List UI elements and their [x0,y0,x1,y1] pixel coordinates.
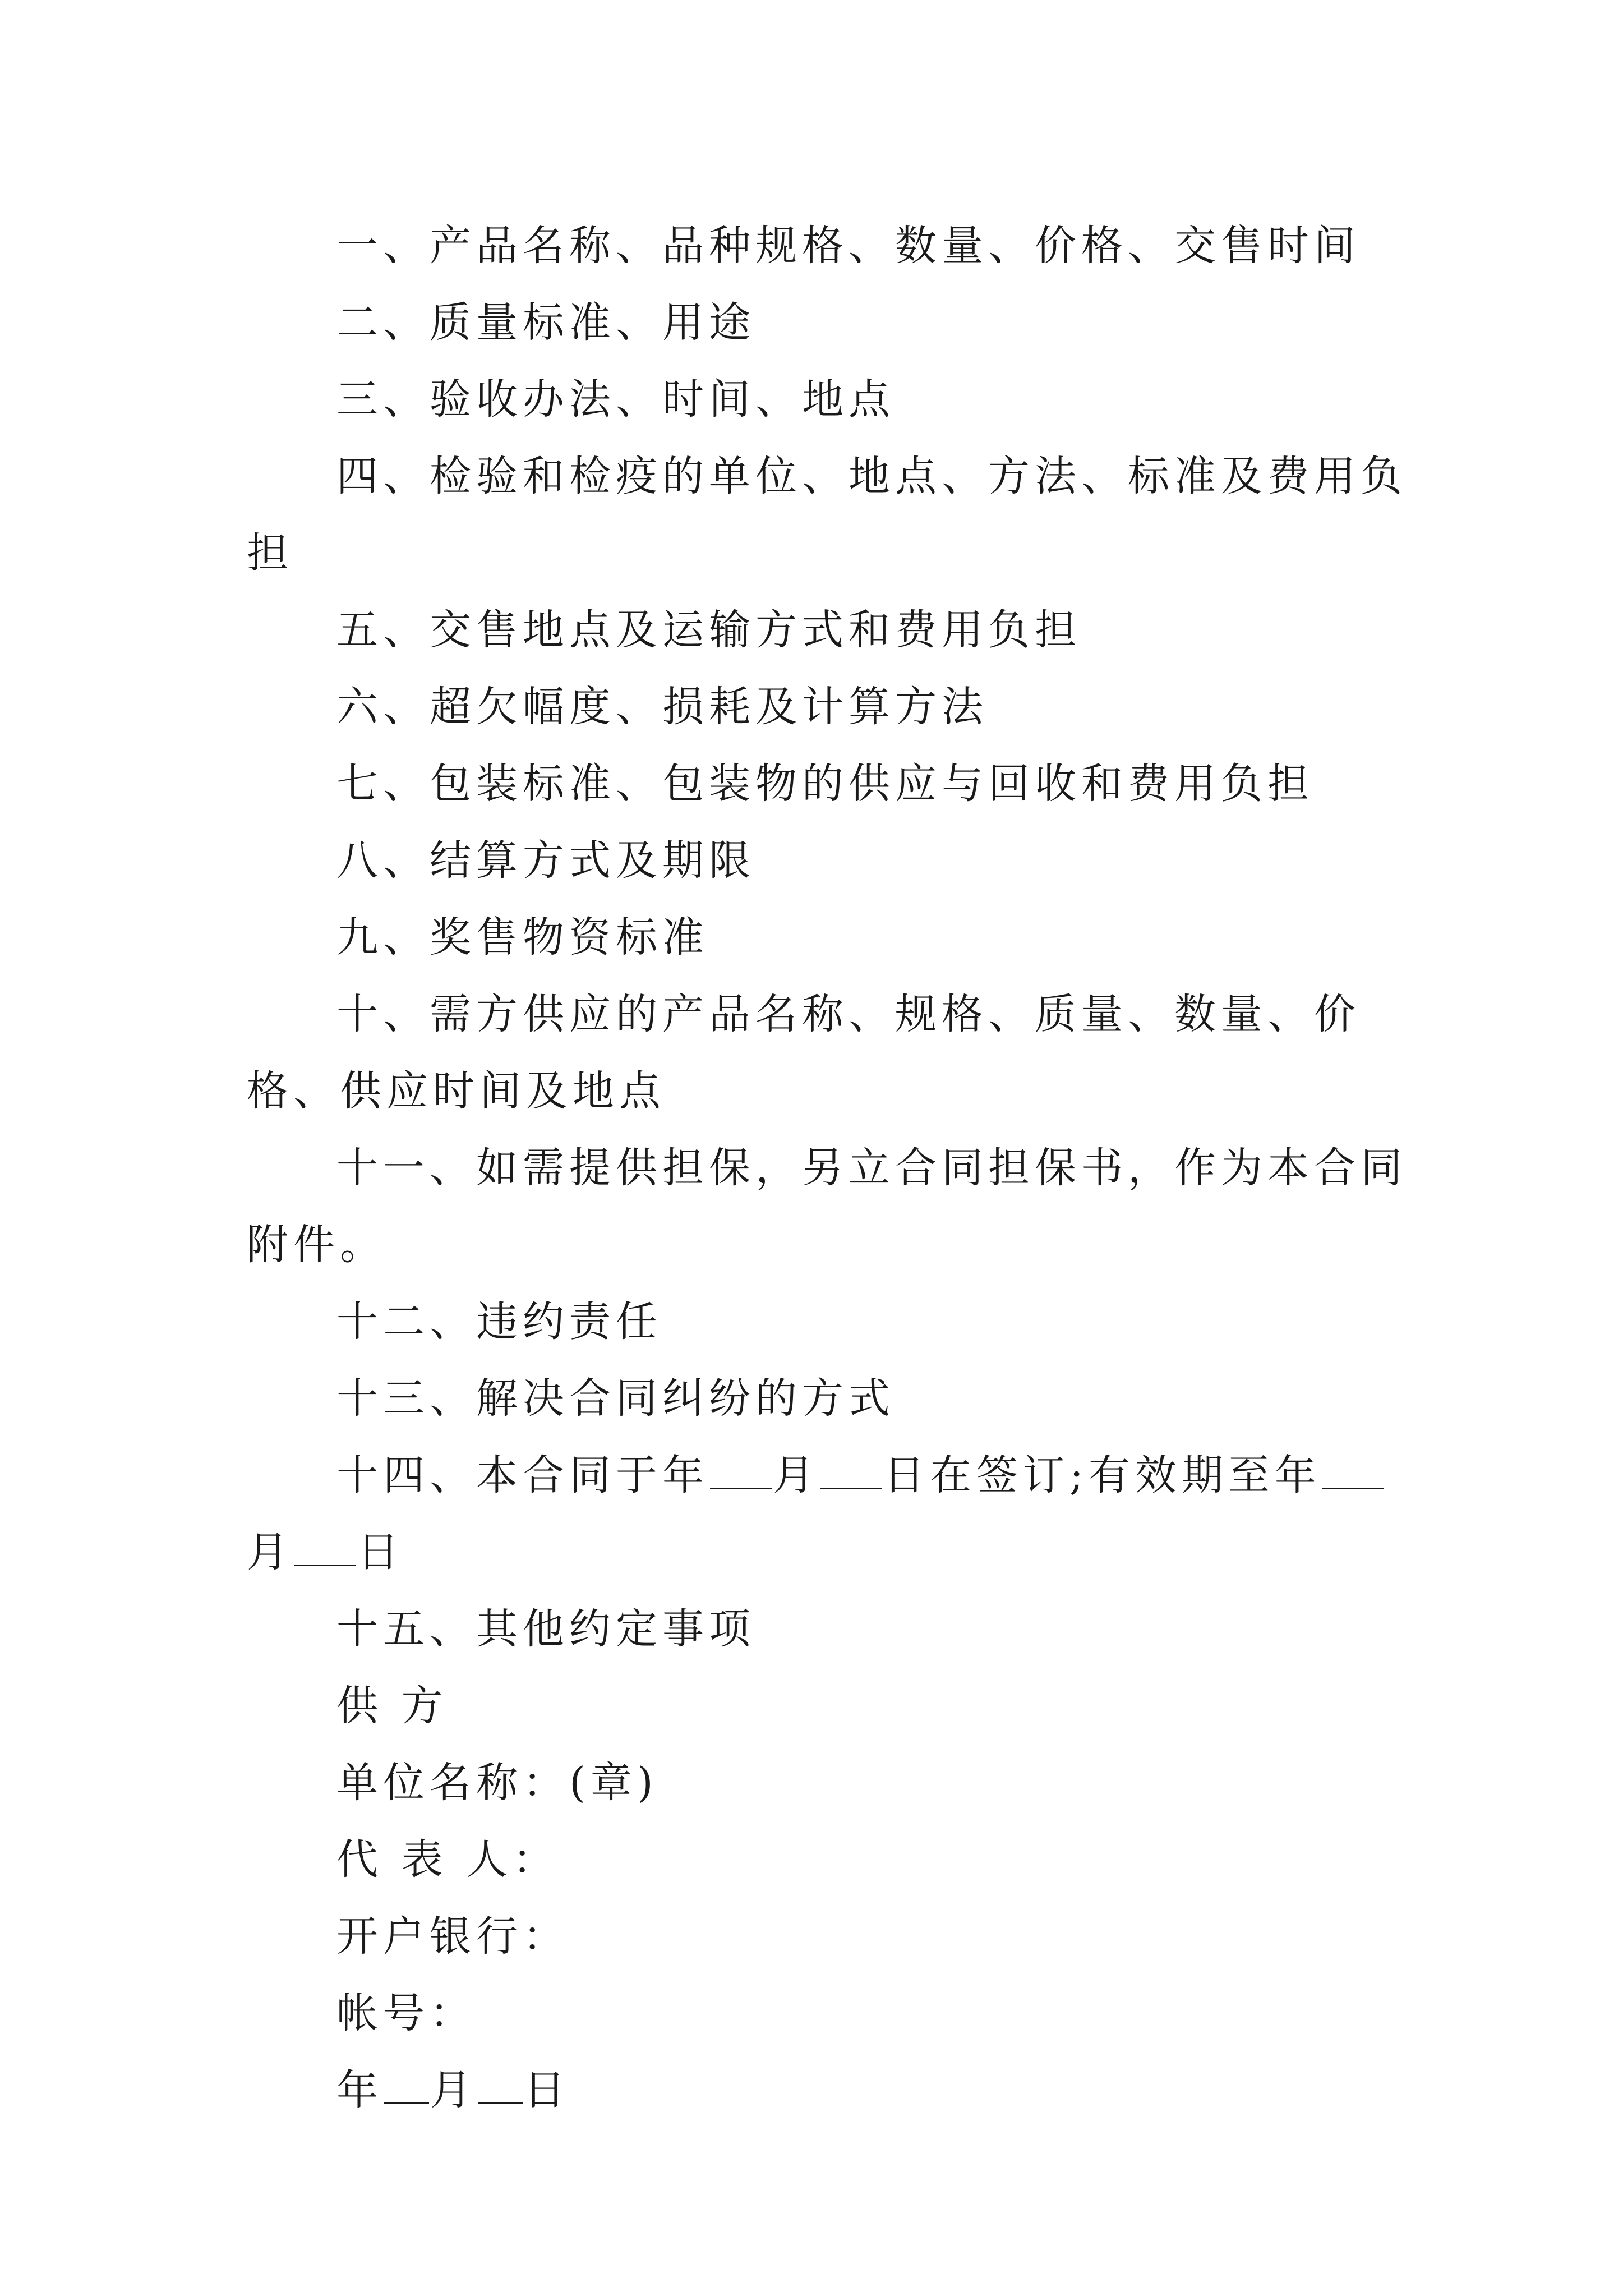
date-year: 年 [336,2066,383,2114]
supplier-heading: 供 方 [336,1682,448,1730]
contract-text [247,208,1413,2129]
clause-13: 十三、解决合同纠纷的方式 [336,1374,895,1423]
clause-10: 十、需方供应的产品名称、规格、质量、数量、价格、供应时间及地点 [247,990,1361,1115]
clause-11: 十一、如需提供担保，另立合同担保书，作为本合同附件。 [247,1144,1407,1269]
blank-date-day [478,2069,523,2104]
date-month: 月 [430,2066,477,2114]
clause-6: 六、超欠幅度、损耗及计算方法 [336,683,988,731]
date-line [247,2052,1413,2129]
date-day: 日 [524,2066,570,2114]
supplier-account: 帐号： [336,1989,476,2037]
supplier-bank: 开户银行： [336,1912,569,1961]
supplier-unit-name: 单位名称：(章) [336,1759,658,1807]
clause-14-day-sign: 日在签订;有效期至年 [883,1451,1321,1499]
clause-14-day-end: 日 [357,1528,404,1576]
clause-3: 三、验收办法、时间、地点 [336,375,895,424]
clause-7: 七、包装标准、包装物的供应与回收和费用负担 [336,760,1314,808]
clause-4: 四、检验和检疫的单位、地点、方法、标准及费用负担 [247,452,1407,577]
clause-5: 五、交售地点及运输方式和费用负担 [336,606,1081,654]
clause-14-month2: 月 [247,1528,293,1576]
clause-12: 十二、违约责任 [336,1297,662,1346]
clause-2: 二、质量标准、用途 [336,298,755,347]
supplier-representative: 代 表 人： [336,1835,560,1884]
blank-day-sign [820,1454,882,1489]
clause-14 [247,1437,1413,1591]
blank-date-month [384,2069,429,2104]
blank-month-end [1322,1454,1384,1489]
clause-8: 八、结算方式及期限 [336,836,755,885]
clause-1: 一、产品名称、品种规格、数量、价格、交售时间 [336,222,1361,270]
clause-14-month: 月 [773,1451,819,1499]
blank-month-sign [710,1454,772,1489]
clause-14-prefix: 十四、本合同于年 [336,1451,709,1499]
clause-15: 十五、其他约定事项 [336,1605,755,1653]
blank-day-end [294,1531,356,1566]
clause-9: 九、奖售物资标准 [336,913,709,961]
